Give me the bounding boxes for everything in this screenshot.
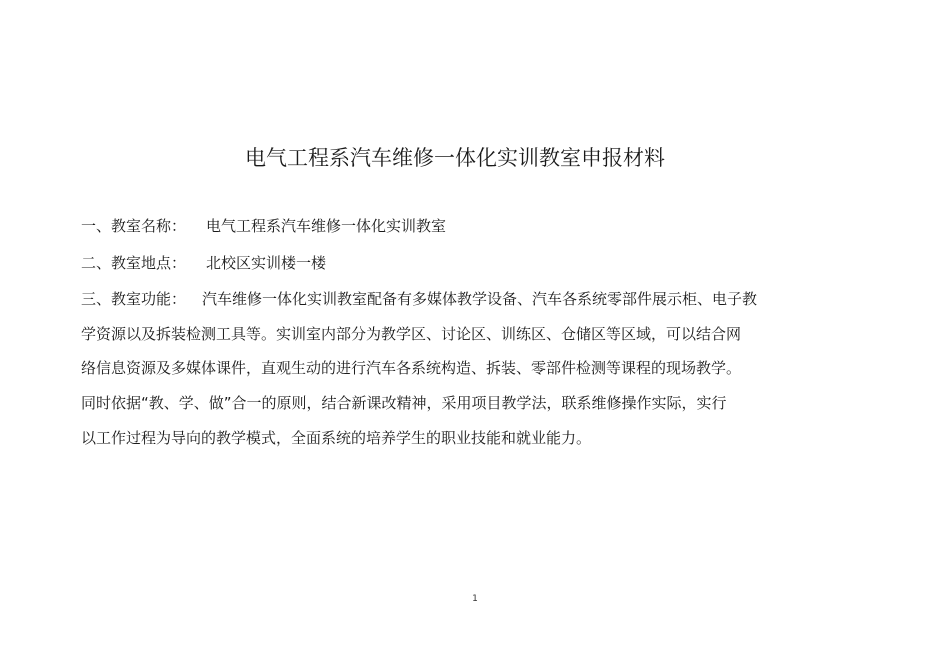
- field-label-room-name: 一、教室名称：: [81, 217, 187, 235]
- field-value-room-location: 北校区实训楼一楼: [206, 254, 327, 272]
- field-label-room-function: 三、教室功能：: [81, 290, 187, 308]
- function-paragraph-line: 以工作过程为导向的教学模式，全面系统的培养学生的职业技能和就业能力。: [81, 429, 592, 447]
- field-value-room-function: 汽车维修一体化实训教室配备有多媒体教学设备、汽车各系统零部件展示柜、电子教: [202, 290, 758, 308]
- field-room-location: [81, 252, 326, 274]
- field-room-function: [81, 288, 757, 310]
- document-title: 电气工程系汽车维修一体化实训教室申报材料: [245, 146, 665, 170]
- field-label-room-location: 二、教室地点：: [81, 254, 187, 272]
- field-value-room-name: 电气工程系汽车维修一体化实训教室: [206, 217, 447, 235]
- function-paragraph-line: 学资源以及拆装检测工具等。实训室内部分为教学区、讨论区、训练区、仓储区等区域，可以结合网: [81, 325, 742, 343]
- function-paragraph-line: 同时依据“教、学、做”合一的原则，结合新课改精神，采用项目教学法，联系维修操作实际，实行: [81, 394, 727, 412]
- field-room-name: [81, 215, 446, 237]
- function-paragraph-line: 络信息资源及多媒体课件，直观生动的进行汽车各系统构造、拆装、零部件检测等课程的现场教学。: [81, 359, 742, 377]
- page-number: 1: [472, 594, 478, 604]
